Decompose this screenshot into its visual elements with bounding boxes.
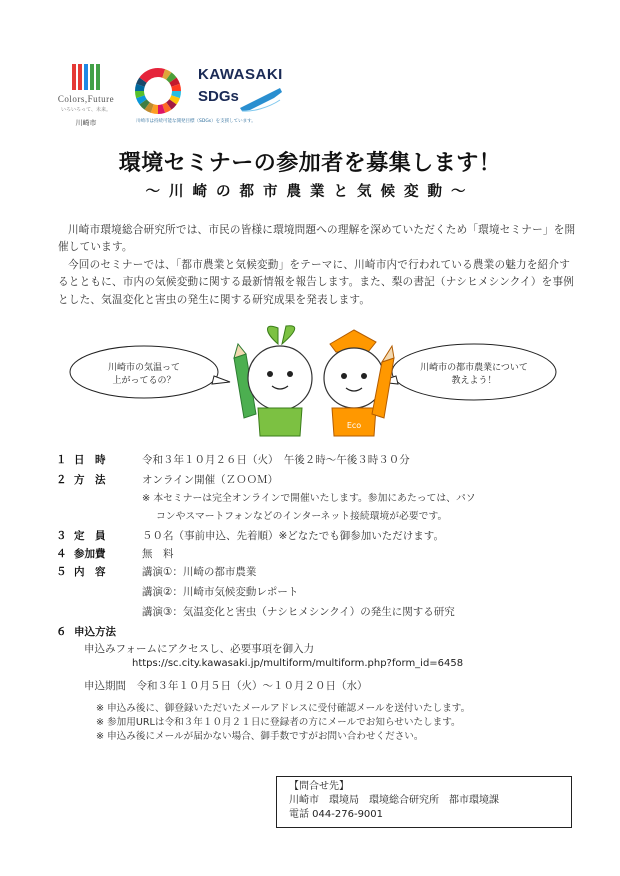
capacity-label: 定 員	[74, 530, 106, 542]
fee-number: ４	[56, 548, 67, 560]
mascot-shirt-label: Eco	[346, 421, 362, 430]
content-number: ５	[56, 566, 67, 578]
mascot-right	[324, 330, 384, 436]
page-title: 環境セミナーの参加者を募集します！	[118, 151, 502, 176]
date-value: 令和３年１０月２６日（火） 午後２時～午後３時３０分	[142, 454, 410, 466]
sdg-caption: 川崎市は持続可能な開発目標（SDGs）を支援しています。	[136, 119, 256, 124]
method-note-2: コンやスマートフォンなどのインターネット接続環境が必要です。	[156, 511, 448, 522]
apply-note-3: ※ 申込み後にメールが届かない場合、御手数ですがお問い合わせください。	[96, 731, 424, 742]
bubble-left-line-1: 川崎市の気温って	[107, 363, 181, 373]
colors-future-logo	[46, 64, 126, 136]
speech-bubble-left	[70, 346, 230, 398]
contact-heading: 【問合せ先】	[289, 781, 349, 792]
apply-note-2: ※ 参加用URLは令和３年１０月２１日に登録者の方にメールでお知らせいたします。	[96, 717, 461, 728]
sdg-wheel-icon	[133, 66, 183, 116]
colors-future-city: 川崎市	[75, 119, 97, 127]
mascot-left	[248, 326, 312, 436]
method-note-1: ※ 本セミナーは完全オンラインで開催いたします。参加にあたっては、パソ	[142, 493, 476, 504]
contact-phone: 電話 044-276-9001	[289, 809, 384, 820]
content-label: 内 容	[74, 566, 106, 578]
speech-bubble-right	[378, 344, 556, 400]
capacity-value: ５０名（事前申込、先着順）※どなたでも御参加いただけます。	[142, 530, 444, 542]
bubble-left-line-2: 上がってるの？	[112, 376, 176, 386]
apply-number: ６	[56, 626, 67, 638]
content-item-1: 講演①：川崎の都市農業	[142, 566, 257, 578]
apply-label: 申込方法	[74, 626, 116, 638]
bubble-right-line-2: 教えよう！	[451, 376, 497, 386]
date-label: 日 時	[74, 454, 106, 466]
page-subtitle: ～川崎の都市農業と気候変動～	[145, 184, 475, 200]
capacity-number: ３	[56, 530, 67, 542]
contact-box	[276, 776, 572, 828]
method-number: ２	[56, 474, 67, 486]
apply-note-1: ※ 申込み後に、御登録いただいたメールアドレスに受付確認メールを送付いたします。	[96, 703, 471, 714]
fee-value: 無 料	[142, 548, 174, 560]
colors-future-tagline: いろいろって、未来。	[61, 107, 111, 113]
bubble-right-line-1: 川崎市の都市農業について	[420, 363, 528, 373]
kawasaki-city-map-icon	[238, 86, 284, 112]
apply-instruction: 申込みフォームにアクセスし、必要事項を御入力	[84, 643, 315, 655]
kawasaki-sdgs-logo	[198, 66, 288, 118]
kawasaki-text: KAWASAKI	[198, 66, 283, 83]
contact-organization: 川崎市 環境局 環境総合研究所 都市環境課	[289, 795, 499, 806]
mascot-illustration	[64, 318, 564, 438]
intro-text	[58, 222, 576, 309]
apply-period: 申込期間 令和３年１０月５日（火）～１０月２０日（水）	[84, 680, 368, 692]
fee-label: 参加費	[74, 548, 106, 560]
colors-future-name: Colors,Future	[57, 94, 115, 104]
method-value: オンライン開催（ＺＯＯＭ）	[142, 474, 279, 486]
date-number: １	[56, 454, 67, 466]
content-item-2: 講演②：川崎市気候変動レポート	[142, 586, 299, 598]
intro-paragraph-1: 川崎市環境総合研究所では、市民の皆様に環境問題への理解を深めていただくため「環境セミナー」を開催しています。	[58, 224, 576, 254]
intro-paragraph-2: 今回のセミナーでは、「都市農業と気候変動」をテーマに、川崎市内で行われている農業の魅力を紹介するとともに、市内の気候変動に関する最新情報を報告します。また、梨の書記（ナシヒメシンクイ）を事例とした、気温変化と害虫の発生に関する研究成果を発表します。	[58, 258, 575, 306]
apply-form-link[interactable]: https://sc.city.kawasaki.jp/multiform/multiform.php?form_id=6458	[132, 658, 464, 669]
colors-future-bars-icon	[72, 64, 102, 90]
sdgs-text: SDGs	[198, 88, 239, 105]
content-item-3: 講演③：気温変化と害虫（ナシヒメシンクイ）の発生に関する研究	[142, 606, 455, 618]
method-label: 方 法	[74, 474, 106, 486]
